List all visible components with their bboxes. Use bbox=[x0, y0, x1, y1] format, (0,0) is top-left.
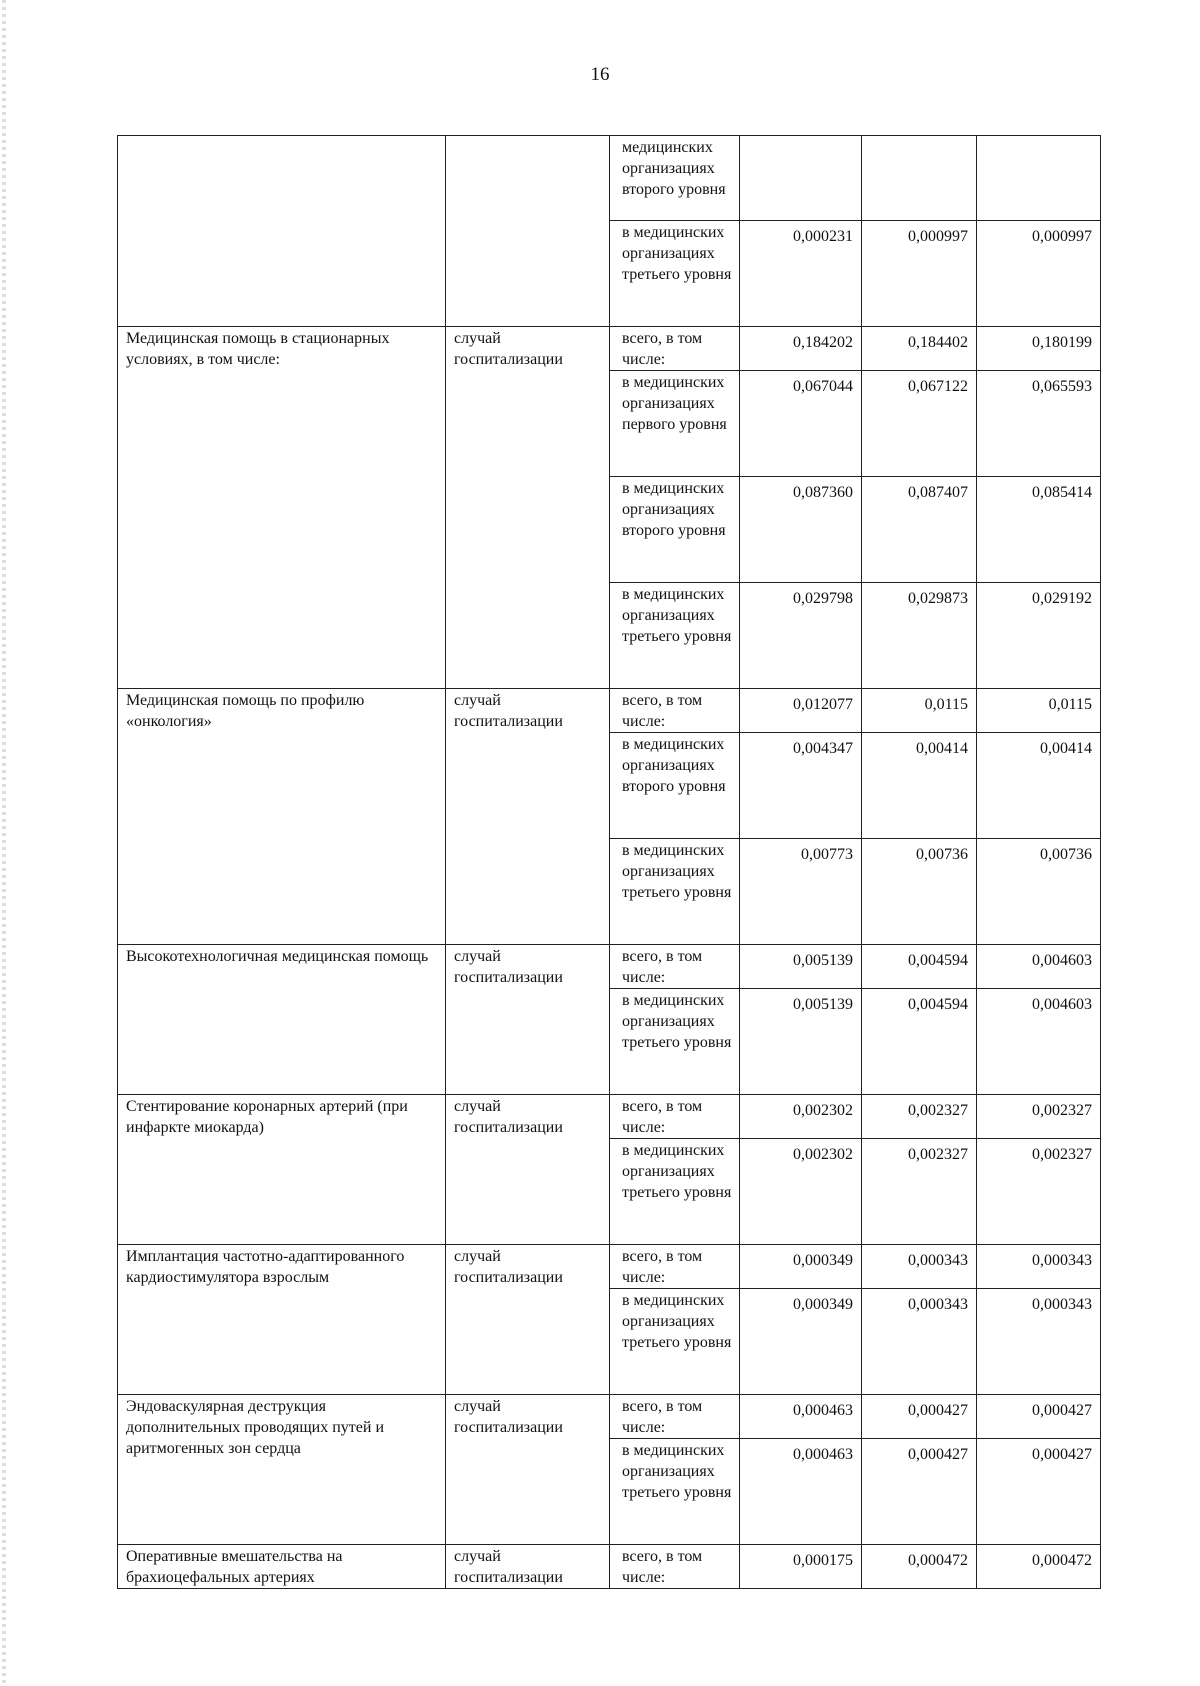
value-cell-year-2: 0,000427 bbox=[862, 1395, 977, 1439]
table-row bbox=[118, 136, 1101, 221]
value-cell-year-2: 0,004594 bbox=[862, 945, 977, 989]
value-cell-year-3: 0,000427 bbox=[977, 1439, 1101, 1545]
table-row bbox=[118, 945, 1101, 989]
unit-cell: случай госпитализации bbox=[446, 1245, 610, 1395]
level-cell: медицинских организациях второго уровня bbox=[610, 136, 740, 221]
value-cell-year-1: 0,000175 bbox=[740, 1545, 862, 1589]
indicator-name-cell: Медицинская помощь в стационарных условиях, в том числе: bbox=[118, 327, 446, 689]
value-cell-year-1: 0,000231 bbox=[740, 221, 862, 327]
table-row bbox=[118, 1245, 1101, 1289]
level-cell: в медицинских организациях третьего уровня bbox=[610, 1289, 740, 1395]
value-cell-year-1: 0,087360 bbox=[740, 477, 862, 583]
value-cell-year-1: 0,005139 bbox=[740, 989, 862, 1095]
level-cell: всего, в том числе: bbox=[610, 689, 740, 733]
level-cell: в медицинских организациях третьего уровня bbox=[610, 839, 740, 945]
unit-cell: случай госпитализации bbox=[446, 1545, 610, 1589]
indicator-name-cell: Медицинская помощь по профилю «онкология» bbox=[118, 689, 446, 945]
indicator-name-cell: Стентирование коронарных артерий (при инфаркте миокарда) bbox=[118, 1095, 446, 1245]
value-cell-year-2: 0,067122 bbox=[862, 371, 977, 477]
level-cell: в медицинских организациях первого уровня bbox=[610, 371, 740, 477]
page-number: 16 bbox=[590, 64, 610, 85]
value-cell-year-3: 0,002327 bbox=[977, 1095, 1101, 1139]
indicator-name-cell: Имплантация частотно-адаптированного кардиостимулятора взрослым bbox=[118, 1245, 446, 1395]
value-cell-year-3: 0,000343 bbox=[977, 1245, 1101, 1289]
indicator-name-cell: Высокотехнологичная медицинская помощь bbox=[118, 945, 446, 1095]
value-cell-year-3: 0,180199 bbox=[977, 327, 1101, 371]
value-cell-year-3: 0,0115 bbox=[977, 689, 1101, 733]
value-cell-year-2: 0,004594 bbox=[862, 989, 977, 1095]
value-cell-year-2: 0,000343 bbox=[862, 1289, 977, 1395]
level-cell: всего, в том числе: bbox=[610, 327, 740, 371]
value-cell-year-1: 0,004347 bbox=[740, 733, 862, 839]
level-cell: в медицинских организациях второго уровня bbox=[610, 733, 740, 839]
value-cell-year-3: 0,000343 bbox=[977, 1289, 1101, 1395]
level-cell: в медицинских организациях третьего уровня bbox=[610, 583, 740, 689]
value-cell-year-1: 0,012077 bbox=[740, 689, 862, 733]
level-cell: всего, в том числе: bbox=[610, 1395, 740, 1439]
value-cell-year-2: 0,0115 bbox=[862, 689, 977, 733]
table-row bbox=[118, 1095, 1101, 1139]
table-row bbox=[118, 327, 1101, 371]
table-row bbox=[118, 1545, 1101, 1589]
value-cell-year-3: 0,085414 bbox=[977, 477, 1101, 583]
level-cell: всего, в том числе: bbox=[610, 1245, 740, 1289]
value-cell-year-3: 0,00414 bbox=[977, 733, 1101, 839]
value-cell-year-1: 0,000349 bbox=[740, 1289, 862, 1395]
value-cell-year-3: 0,004603 bbox=[977, 989, 1101, 1095]
table-body bbox=[118, 136, 1101, 1589]
value-cell-year-3 bbox=[977, 136, 1101, 221]
indicators-table bbox=[117, 135, 1101, 1589]
value-cell-year-1: 0,067044 bbox=[740, 371, 862, 477]
value-cell-year-2: 0,000427 bbox=[862, 1439, 977, 1545]
level-cell: всего, в том числе: bbox=[610, 1095, 740, 1139]
value-cell-year-3: 0,000427 bbox=[977, 1395, 1101, 1439]
value-cell-year-3: 0,065593 bbox=[977, 371, 1101, 477]
table-row bbox=[118, 689, 1101, 733]
value-cell-year-1: 0,002302 bbox=[740, 1139, 862, 1245]
scan-edge-artifact bbox=[2, 0, 6, 1686]
value-cell-year-3: 0,000997 bbox=[977, 221, 1101, 327]
value-cell-year-2: 0,029873 bbox=[862, 583, 977, 689]
value-cell-year-3: 0,004603 bbox=[977, 945, 1101, 989]
unit-cell bbox=[446, 136, 610, 327]
value-cell-year-2: 0,184402 bbox=[862, 327, 977, 371]
value-cell-year-1: 0,00773 bbox=[740, 839, 862, 945]
value-cell-year-1 bbox=[740, 136, 862, 221]
value-cell-year-2: 0,000343 bbox=[862, 1245, 977, 1289]
value-cell-year-2: 0,002327 bbox=[862, 1095, 977, 1139]
unit-cell: случай госпитализации bbox=[446, 689, 610, 945]
value-cell-year-1: 0,005139 bbox=[740, 945, 862, 989]
indicator-name-cell: Оперативные вмешательства на брахиоцефальных артериях bbox=[118, 1545, 446, 1589]
value-cell-year-3: 0,000472 bbox=[977, 1545, 1101, 1589]
table-row bbox=[118, 1395, 1101, 1439]
value-cell-year-1: 0,029798 bbox=[740, 583, 862, 689]
value-cell-year-2: 0,002327 bbox=[862, 1139, 977, 1245]
level-cell: в медицинских организациях второго уровня bbox=[610, 477, 740, 583]
level-cell: всего, в том числе: bbox=[610, 1545, 740, 1589]
value-cell-year-3: 0,002327 bbox=[977, 1139, 1101, 1245]
value-cell-year-2: 0,00736 bbox=[862, 839, 977, 945]
value-cell-year-2: 0,000472 bbox=[862, 1545, 977, 1589]
value-cell-year-1: 0,000349 bbox=[740, 1245, 862, 1289]
unit-cell: случай госпитализации bbox=[446, 1095, 610, 1245]
unit-cell: случай госпитализации bbox=[446, 945, 610, 1095]
value-cell-year-2 bbox=[862, 136, 977, 221]
level-cell: в медицинских организациях третьего уровня bbox=[610, 221, 740, 327]
level-cell: в медицинских организациях третьего уровня bbox=[610, 1139, 740, 1245]
unit-cell: случай госпитализации bbox=[446, 1395, 610, 1545]
value-cell-year-3: 0,029192 bbox=[977, 583, 1101, 689]
value-cell-year-1: 0,184202 bbox=[740, 327, 862, 371]
value-cell-year-1: 0,002302 bbox=[740, 1095, 862, 1139]
indicator-name-cell: Эндоваскулярная деструкция дополнительных проводящих путей и аритмогенных зон сердца bbox=[118, 1395, 446, 1545]
value-cell-year-1: 0,000463 bbox=[740, 1395, 862, 1439]
value-cell-year-2: 0,000997 bbox=[862, 221, 977, 327]
unit-cell: случай госпитализации bbox=[446, 327, 610, 689]
value-cell-year-1: 0,000463 bbox=[740, 1439, 862, 1545]
level-cell: в медицинских организациях третьего уровня bbox=[610, 989, 740, 1095]
indicator-name-cell bbox=[118, 136, 446, 327]
value-cell-year-2: 0,087407 bbox=[862, 477, 977, 583]
value-cell-year-2: 0,00414 bbox=[862, 733, 977, 839]
value-cell-year-3: 0,00736 bbox=[977, 839, 1101, 945]
level-cell: всего, в том числе: bbox=[610, 945, 740, 989]
level-cell: в медицинских организациях третьего уровня bbox=[610, 1439, 740, 1545]
